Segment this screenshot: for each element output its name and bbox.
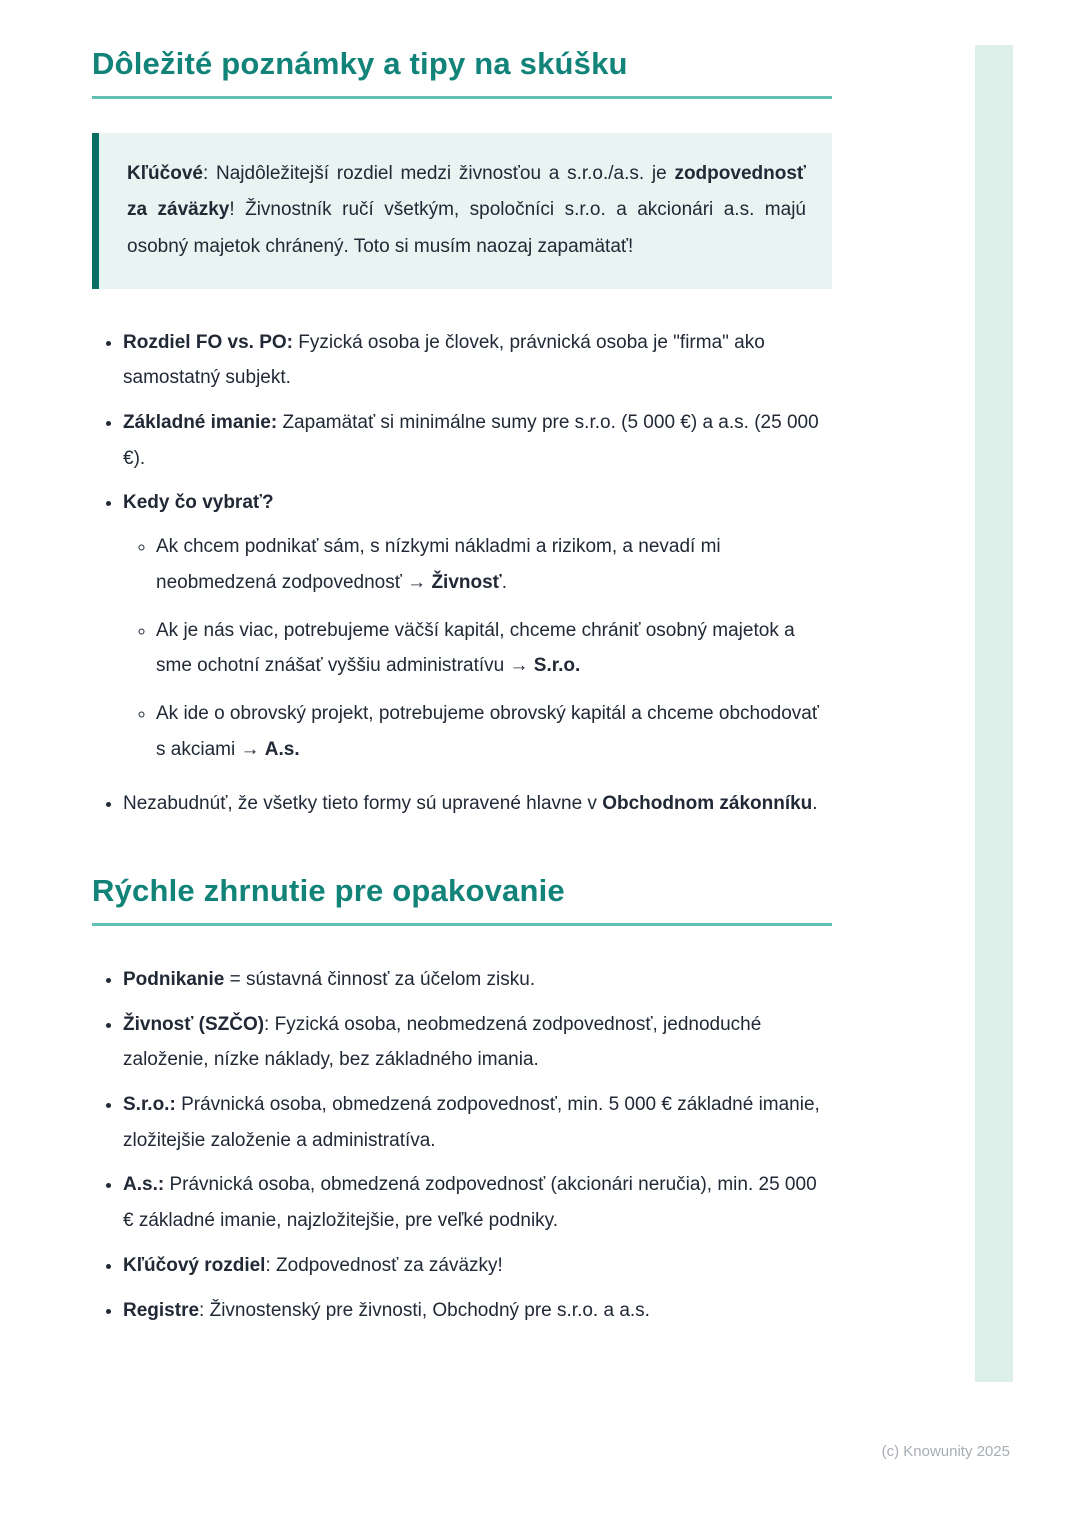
summary-item-sro — [123, 1087, 832, 1158]
summary-list — [92, 962, 832, 1328]
summary-item-registre — [123, 1293, 832, 1329]
note-item-text: • Kedy čo vybrať? — [123, 492, 274, 514]
important-notes-list — [92, 325, 832, 822]
note-item-zakladne-imanie — [123, 405, 832, 476]
key-callout-text: Kľúčové: Najdôležitejší rozdiel medzi živnosťou a s.r.o./a.s. je zodpovednosť za záväzky! Živnostník ručí všetkým, spoločníci s.r.o. a akcionári a.s. majú osobný majetok chránený. Toto si musím naozaj zapamätať! — [127, 162, 806, 257]
summary-item-as — [123, 1167, 832, 1238]
page-content — [92, 46, 832, 1337]
choice-sub-list — [123, 529, 832, 767]
note-item-text: • Základné imanie: Zapamätať si minimálne sumy pre s.r.o. (5 000 €) a a.s. (25 000 €). — [123, 412, 819, 469]
section-summary — [92, 873, 832, 1328]
summary-item-text: • Podnikanie = sústavná činnosť za účelom zisku. — [123, 968, 536, 990]
note-item-fo-vs-po — [123, 325, 832, 396]
sub-item-sro — [156, 613, 832, 684]
summary-item-zivnost — [123, 1007, 832, 1078]
key-callout — [92, 133, 832, 289]
note-item-text: • Rozdiel FO vs. PO: Fyzická osoba je človek, právnická osoba je "firma" ako samostatný subjekt. — [123, 331, 765, 389]
summary-item-podnikanie — [123, 962, 832, 998]
summary-item-text: • Kľúčový rozdiel: Zodpovednosť za záväzky! — [123, 1254, 503, 1276]
note-item-text: • Nezabudnúť, že všetky tieto formy sú upravené hlavne v Obchodnom zákonníku. — [123, 792, 818, 814]
sub-item-zivnost — [156, 529, 832, 600]
summary-item-text: • A.s.: Právnická osoba, obmedzená zodpovednosť (akcionári neručia), min. 25 000 € základné imanie, najzložitejšie, pre veľké podniky. — [123, 1174, 817, 1232]
sub-item-text: ◦ Ak chcem podnikať sám, s nízkymi nákladmi a rizikom, a nevadí mi neobmedzená zodpovednosť → Živnosť. — [156, 536, 721, 593]
summary-item-text: • Registre: Živnostenský pre živnosti, Obchodný pre s.r.o. a a.s. — [123, 1299, 650, 1321]
sub-item-as — [156, 696, 832, 767]
important-notes-title: Dôležité poznámky a tipy na skúšku — [92, 46, 832, 99]
sub-item-text: ◦ Ak je nás viac, potrebujeme väčší kapitál, chceme chrániť osobný majetok a sme ochotní znášať vyššiu administratívu → S.r.o. — [156, 619, 795, 677]
section-important-notes — [92, 46, 832, 821]
page-edge-strip — [975, 45, 1013, 1382]
summary-item-text: • Živnosť (SZČO): Fyzická osoba, neobmedzená zodpovednosť, jednoduché založenie, nízke náklady, bez základného imania. — [123, 1013, 762, 1071]
footer-credit: (c) Knowunity 2025 — [881, 1443, 1010, 1460]
summary-item-text: • S.r.o.: Právnická osoba, obmedzená zodpovednosť, min. 5 000 € základné imanie, zložitejšie založenie a administratíva. — [123, 1094, 820, 1151]
sub-item-text: ◦ Ak ide o obrovský projekt, potrebujeme obrovský kapitál a chceme obchodovať s akciami → A.s. — [156, 703, 819, 760]
summary-item-klucovy-rozdiel — [123, 1248, 832, 1284]
note-item-kedy-co-vybrat — [123, 485, 832, 767]
summary-title: Rýchle zhrnutie pre opakovanie — [92, 873, 832, 926]
note-item-obchodny-zakonnik — [123, 786, 832, 822]
